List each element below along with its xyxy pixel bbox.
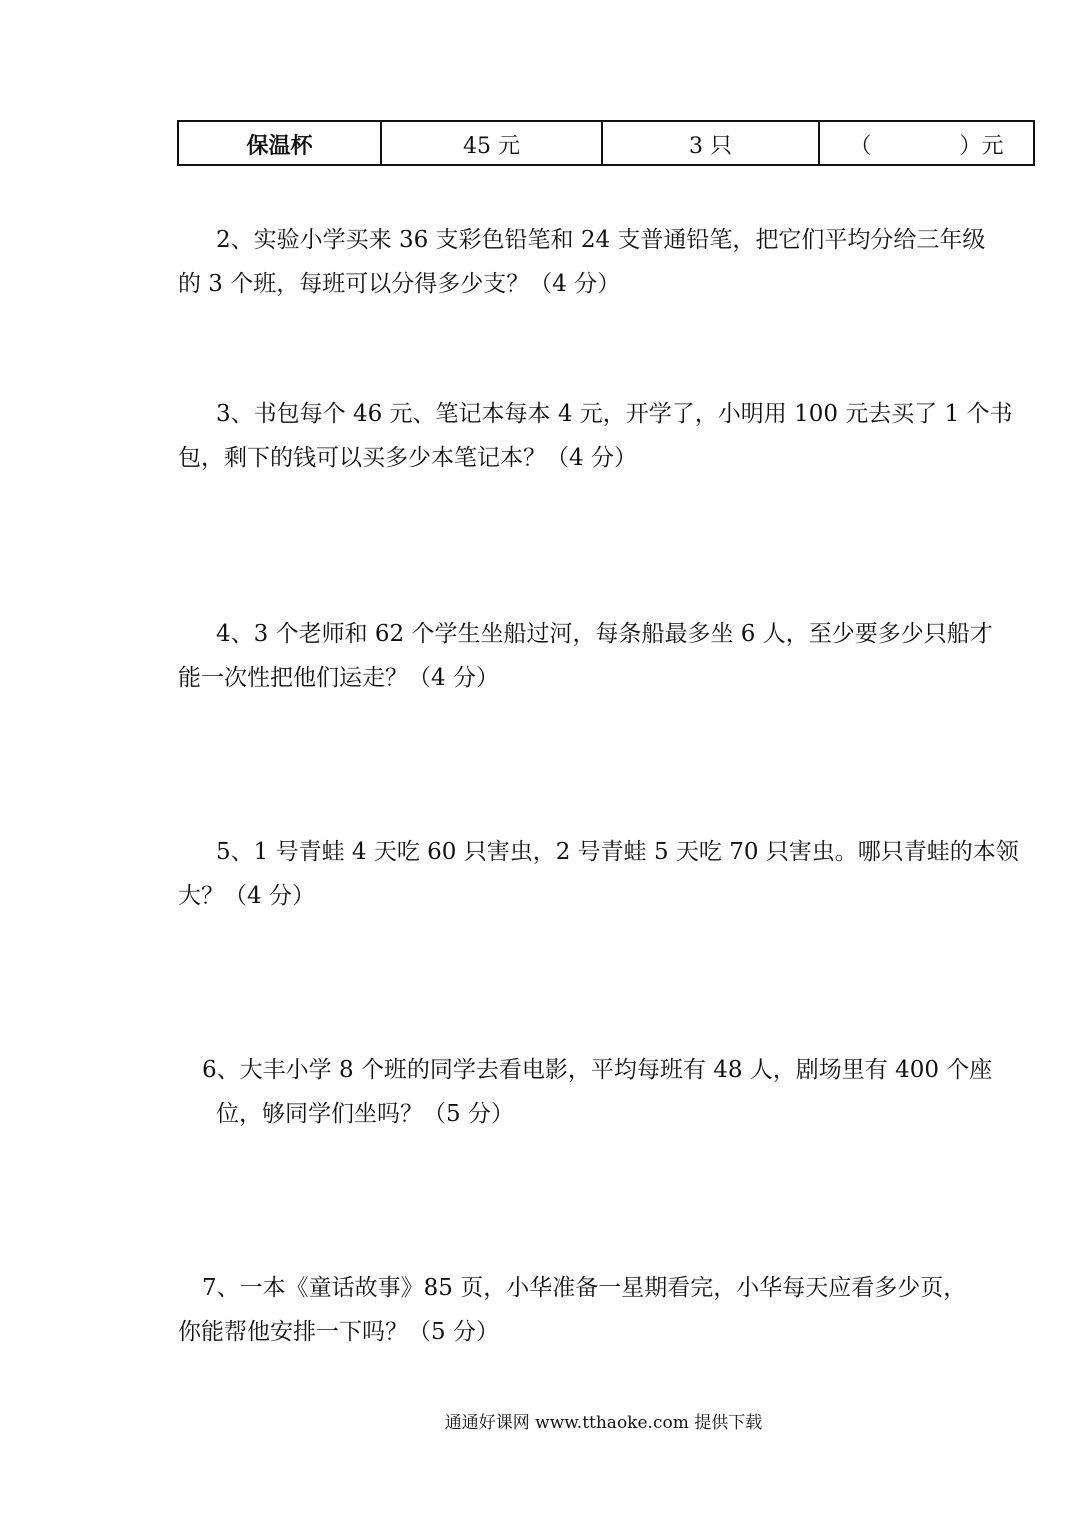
page-footer: 通通好课网 www.tthaoke.com 提供下载 [444,1413,763,1433]
price-table [177,120,1035,166]
problem-text-line: 大？（4 分） [178,883,315,909]
problem-text-line: 位，够同学们坐吗？（5 分） [216,1101,514,1127]
problem-text-line: 5、1 号青蛙 4 天吃 60 只害虫，2 号青蛙 5 天吃 70 只害虫。哪只青蛙的本领 [216,839,1019,865]
problem-2 [178,218,1030,306]
problem-text-line: 3、书包每个 46 元、笔记本每本 4 元，开学了，小明用 100 元去买了 1 个书 [216,401,1013,427]
problem-5 [178,830,1030,918]
table-row [178,121,1034,165]
problem-4 [178,612,1030,700]
problem-text-line: 2、实验小学买来 36 支彩色铅笔和 24 支普通铅笔，把它们平均分给三年级 [216,227,986,253]
total-cell: （ ）元 [819,121,1034,165]
problem-7 [178,1266,1030,1354]
problem-3 [178,392,1030,480]
problem-text-line: 你能帮他安排一下吗？（5 分） [178,1319,499,1345]
problem-text-line: 4、3 个老师和 62 个学生坐船过河，每条船最多坐 6 人，至少要多少只船才 [216,621,993,647]
problem-text-line: 6、大丰小学 8 个班的同学去看电影，平均每班有 48 人，剧场里有 400 个座 [202,1057,993,1083]
problem-text-line: 包，剩下的钱可以买多少本笔记本？（4 分） [178,445,637,471]
problem-text-line: 的 3 个班，每班可以分得多少支？（4 分） [178,271,621,297]
problem-text-line: 7、一本《童话故事》85 页，小华准备一星期看完，小华每天应看多少页， [202,1275,967,1301]
problem-6 [178,1048,1030,1136]
quantity-cell: 3 只 [602,121,819,165]
item-cell: 保温杯 [178,121,381,165]
price-cell: 45 元 [381,121,602,165]
problem-text-line: 能一次性把他们运走？（4 分） [178,665,499,691]
